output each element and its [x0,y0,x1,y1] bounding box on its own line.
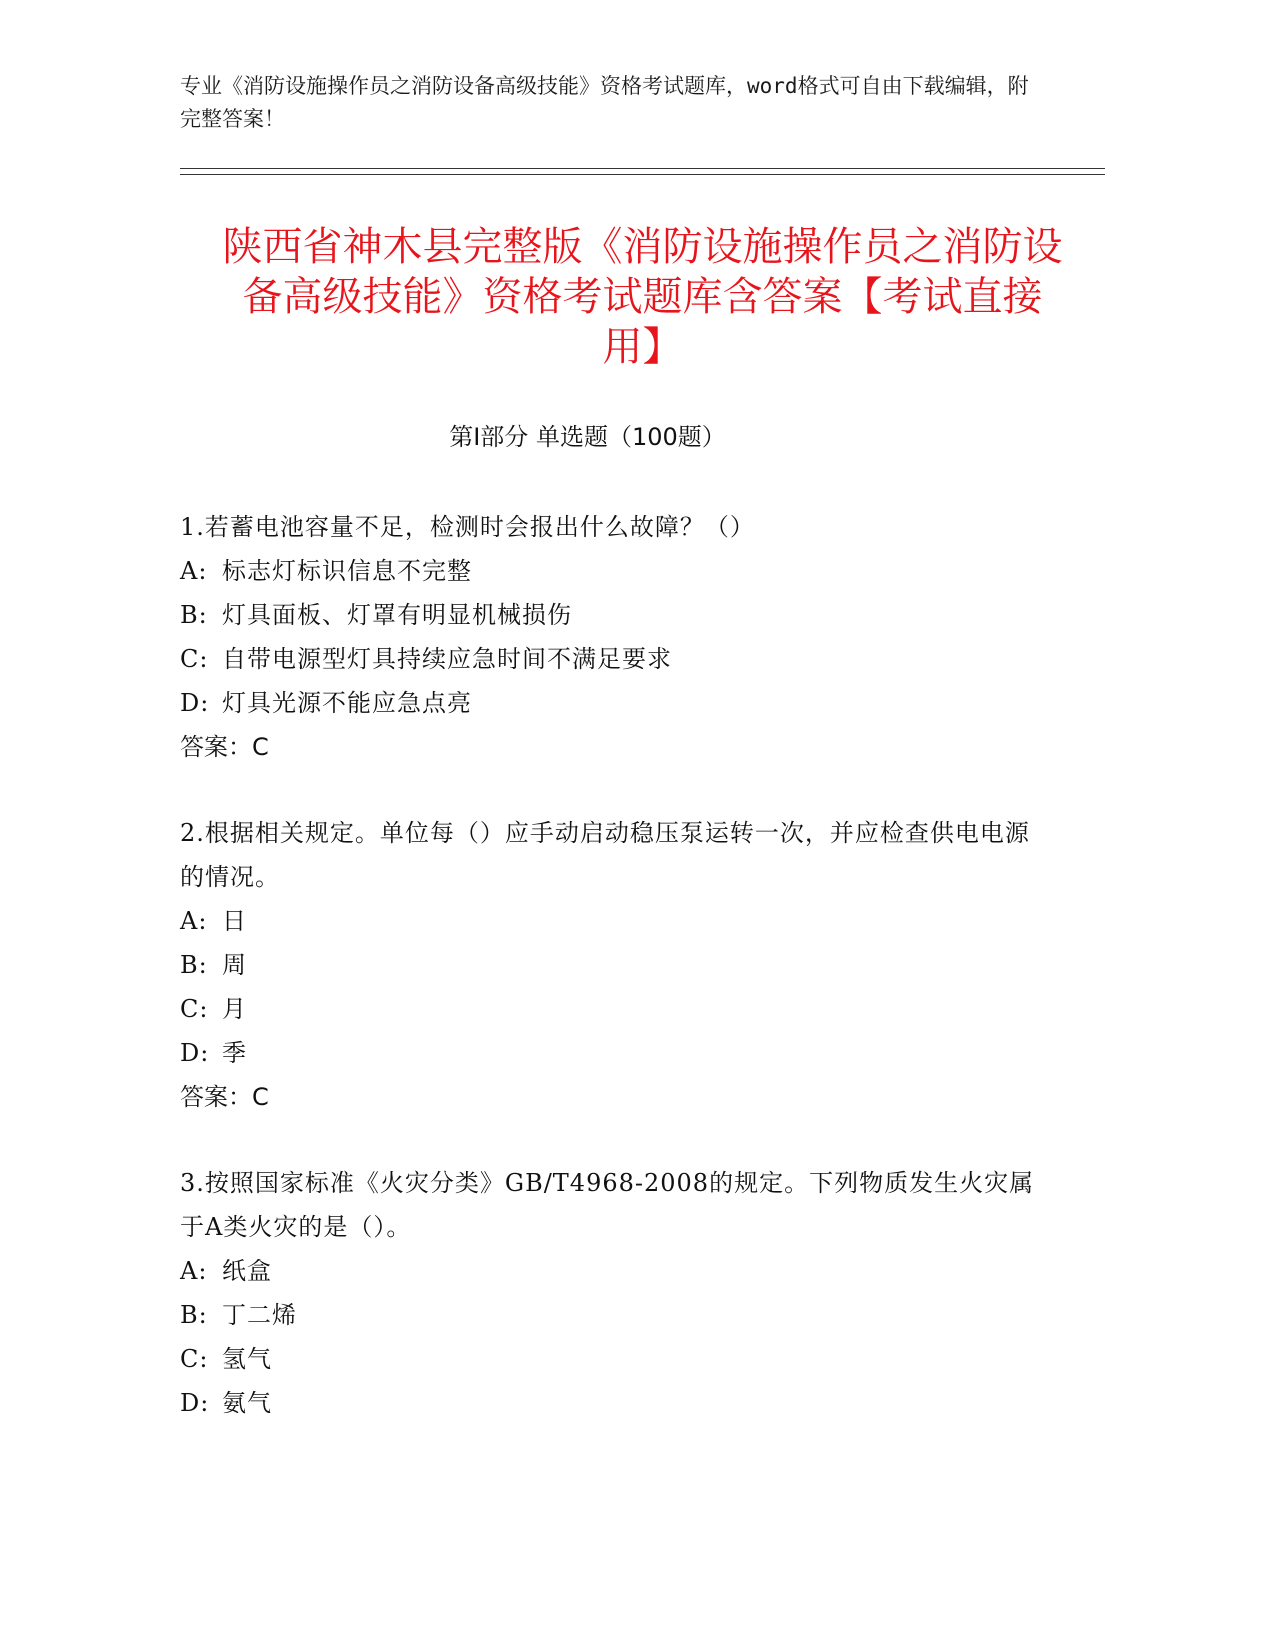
document-title [180,222,1105,372]
option-key: B: [180,601,208,629]
option-text: 日 [222,907,247,935]
option-key: D: [180,1039,210,1067]
option-c [180,1337,1040,1381]
document-title-text: 陕西省神木县完整版《消防设施操作员之消防设备高级技能》资格考试题库含答案【考试直接用】 [222,224,1063,370]
question-item [180,505,1040,769]
answer-line: 答案：C [180,1083,269,1111]
option-a [180,1249,1040,1293]
option-d [180,681,1040,725]
option-key: A: [180,557,208,585]
section-heading: 第Ⅰ部分 单选题（100题） [449,423,726,451]
header-note: 专业《消防设施操作员之消防设备高级技能》资格考试题库，word格式可自由下载编辑，附完整答案！ [180,74,1029,131]
question-stem: 2.根据相关规定。单位每（）应手动启动稳压泵运转一次，并应检查供电电源的情况。 [180,819,1030,891]
option-text: 灯具光源不能应急点亮 [222,689,472,717]
option-key: A: [180,1257,208,1285]
header-rule-top [180,168,1105,169]
option-c [180,987,1040,1031]
option-key: C: [180,1345,209,1373]
option-key: B: [180,1301,208,1329]
option-b [180,1293,1040,1337]
option-b [180,943,1040,987]
option-d [180,1031,1040,1075]
option-key: A: [180,907,208,935]
option-a [180,549,1040,593]
option-a [180,899,1040,943]
option-text: 丁二烯 [222,1301,297,1329]
option-key: C: [180,645,209,673]
question-stem: 1.若蓄电池容量不足，检测时会报出什么故障？（） [180,513,755,541]
option-text: 月 [222,995,247,1023]
question-list [180,505,1040,1467]
option-key: D: [180,689,210,717]
option-text: 氨气 [222,1389,272,1417]
option-d [180,1381,1040,1425]
answer-line: 答案：C [180,733,269,761]
option-text: 纸盒 [222,1257,272,1285]
option-text: 自带电源型灯具持续应急时间不满足要求 [222,645,672,673]
option-text: 标志灯标识信息不完整 [222,557,472,585]
option-key: B: [180,951,208,979]
option-text: 灯具面板、灯罩有明显机械损伤 [222,601,572,629]
question-item [180,811,1040,1119]
option-key: D: [180,1389,210,1417]
option-key: C: [180,995,209,1023]
option-text: 氢气 [222,1345,272,1373]
option-text: 季 [222,1039,247,1067]
option-b [180,593,1040,637]
question-item [180,1161,1040,1425]
option-c [180,637,1040,681]
option-text: 周 [222,951,247,979]
header-rule-bottom [180,174,1105,175]
question-stem: 3.按照国家标准《火灾分类》GB/T4968-2008的规定。下列物质发生火灾属于A类火灾的是（）。 [180,1169,1035,1241]
